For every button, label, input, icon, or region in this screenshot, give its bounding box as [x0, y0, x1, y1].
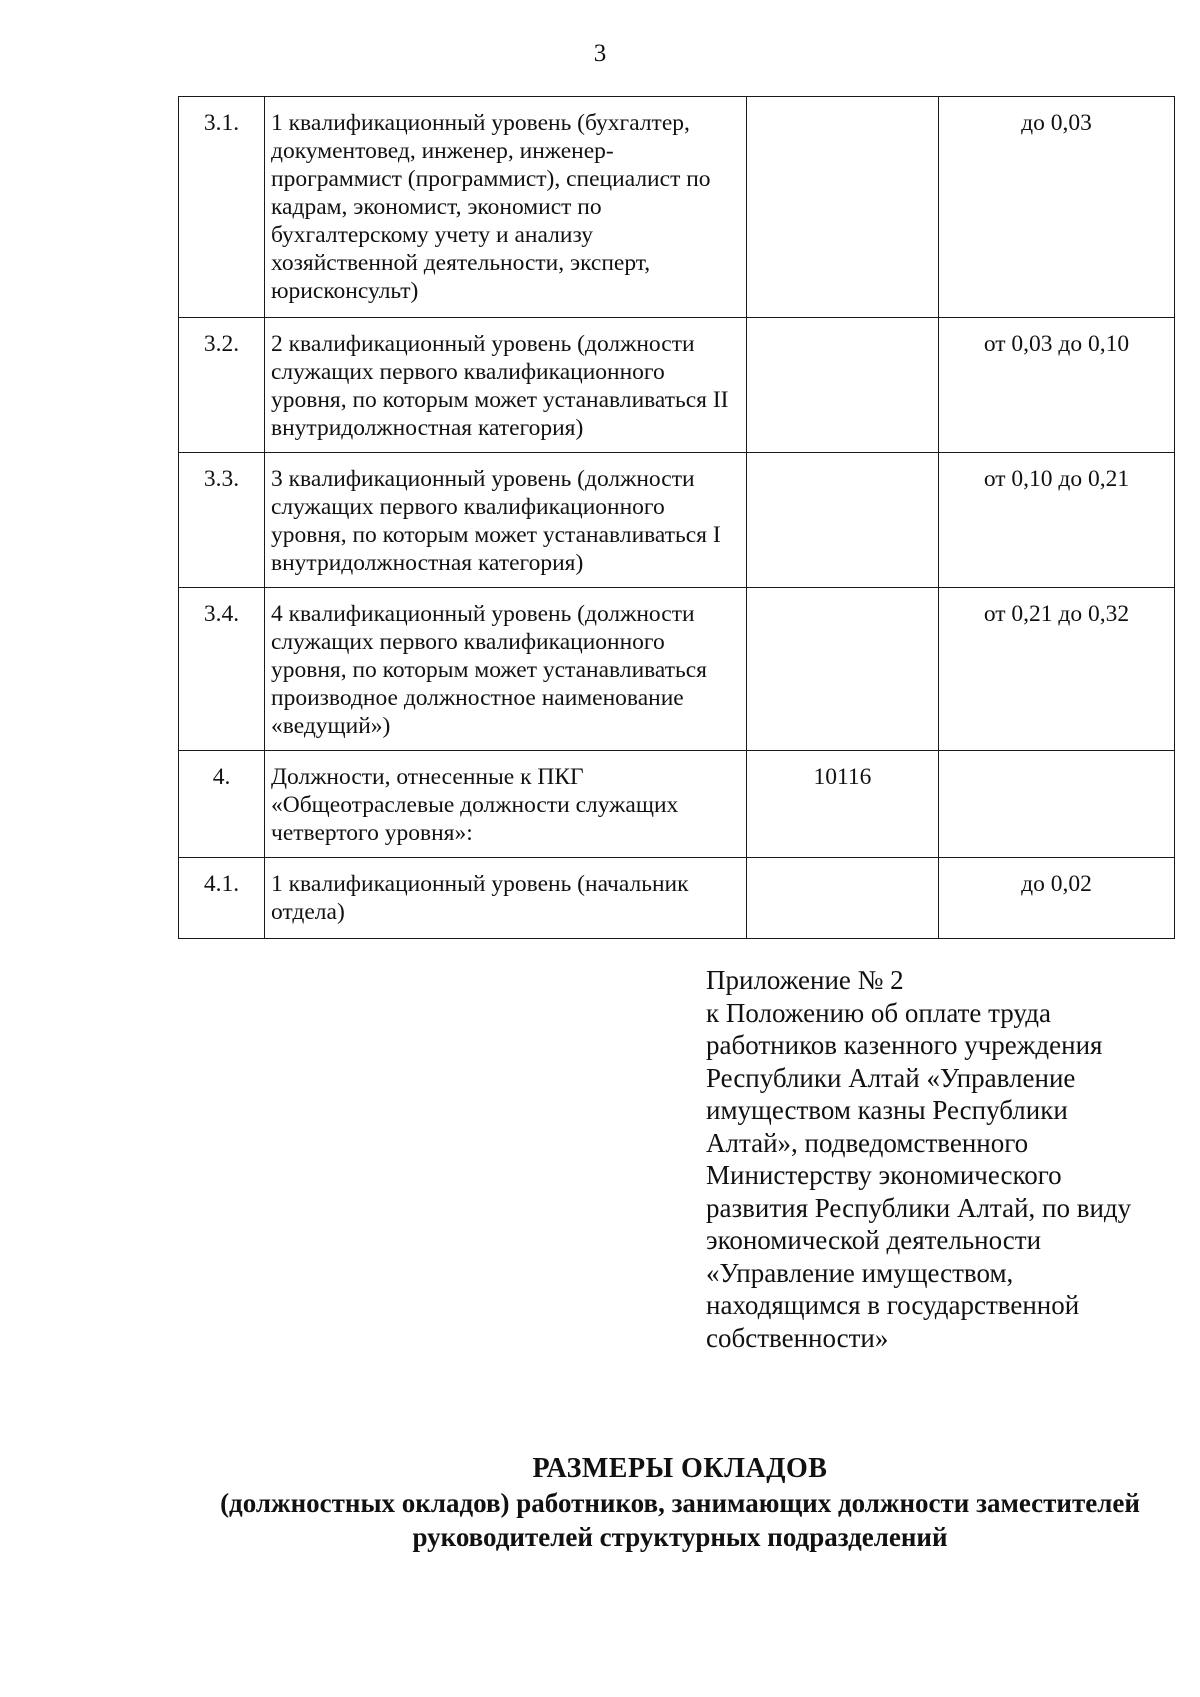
coefficient: от 0,21 до 0,32: [939, 588, 1175, 751]
appendix-line: работников казенного учреждения: [706, 1030, 1103, 1060]
row-number: 3.2.: [179, 318, 265, 453]
page-number: 3: [593, 40, 607, 67]
group-code: [747, 588, 939, 751]
row-number: 3.1.: [179, 97, 265, 318]
section-heading: [150, 1452, 1200, 1554]
appendix-line: имуществом казны Республики: [706, 1095, 1068, 1125]
appendix-line: Министерству экономического: [706, 1160, 1062, 1190]
row-number: 4.1.: [179, 858, 265, 939]
group-code: [747, 97, 939, 318]
heading-subtitle-continued: руководителей структурных подразделений: [412, 1522, 948, 1552]
positions-table: [178, 96, 1175, 939]
coefficient: от 0,10 до 0,21: [939, 453, 1175, 588]
appendix-line: развития Республики Алтай, по виду: [706, 1192, 1132, 1223]
appendix-line: собственности»: [706, 1322, 889, 1353]
table-row: [179, 97, 1175, 318]
heading-title: РАЗМЕРЫ ОКЛАДОВ: [532, 1453, 828, 1484]
position-name: 1 квалификационный уровень (начальник отдела): [265, 858, 747, 939]
position-name: 1 квалификационный уровень (бухгалтер, документовед, инженер, инженер-программист (программист), специалист по кадрам, экономист, экономист по бухгалтерскому учету и анализу хозяйственной деятельности, эксперт, юрисконсульт): [265, 97, 747, 318]
appendix-line: к Положению об оплате труда: [706, 997, 1051, 1028]
row-number: 4.: [179, 751, 265, 858]
group-code: 10116: [747, 751, 939, 858]
coefficient: до 0,03: [939, 97, 1175, 318]
position-name: Должности, отнесенные к ПКГ «Общеотраслевые должности служащих четвертого уровня»:: [265, 751, 747, 858]
position-name: 2 квалификационный уровень (должности служащих первого квалификационного уровня, по которым может устанавливаться II внутридолжностная категория): [265, 318, 747, 453]
row-number: 3.3.: [179, 453, 265, 588]
heading-subtitle: (должностных окладов) работников, занимающих должности заместителей: [220, 1488, 1140, 1518]
position-name: 3 квалификационный уровень (должности служащих первого квалификационного уровня, по которым может устанавливаться I внутридолжностная категория): [265, 453, 747, 588]
table-row: [179, 588, 1175, 751]
appendix-reference: [706, 964, 1176, 1354]
coefficient: [939, 751, 1175, 858]
group-code: [747, 318, 939, 453]
appendix-line: Приложение № 2: [706, 965, 904, 995]
appendix-line: Алтай», подведомственного: [706, 1127, 1029, 1158]
table-row: [179, 453, 1175, 588]
appendix-line: Республики Алтай «Управление: [706, 1062, 1076, 1093]
group-code: [747, 858, 939, 939]
table-row: [179, 751, 1175, 858]
position-name: 4 квалификационный уровень (должности служащих первого квалификационного уровня, по которым может устанавливаться производное должностное наименование «ведущий»): [265, 588, 747, 751]
coefficient: до 0,02: [939, 858, 1175, 939]
table-row: [179, 318, 1175, 453]
group-code: [747, 453, 939, 588]
coefficient: от 0,03 до 0,10: [939, 318, 1175, 453]
table-row: [179, 858, 1175, 939]
row-number: 3.4.: [179, 588, 265, 751]
appendix-line: экономической деятельности: [706, 1225, 1042, 1255]
appendix-line: «Управление имуществом,: [706, 1257, 1014, 1288]
appendix-line: находящимся в государственной: [706, 1290, 1080, 1320]
